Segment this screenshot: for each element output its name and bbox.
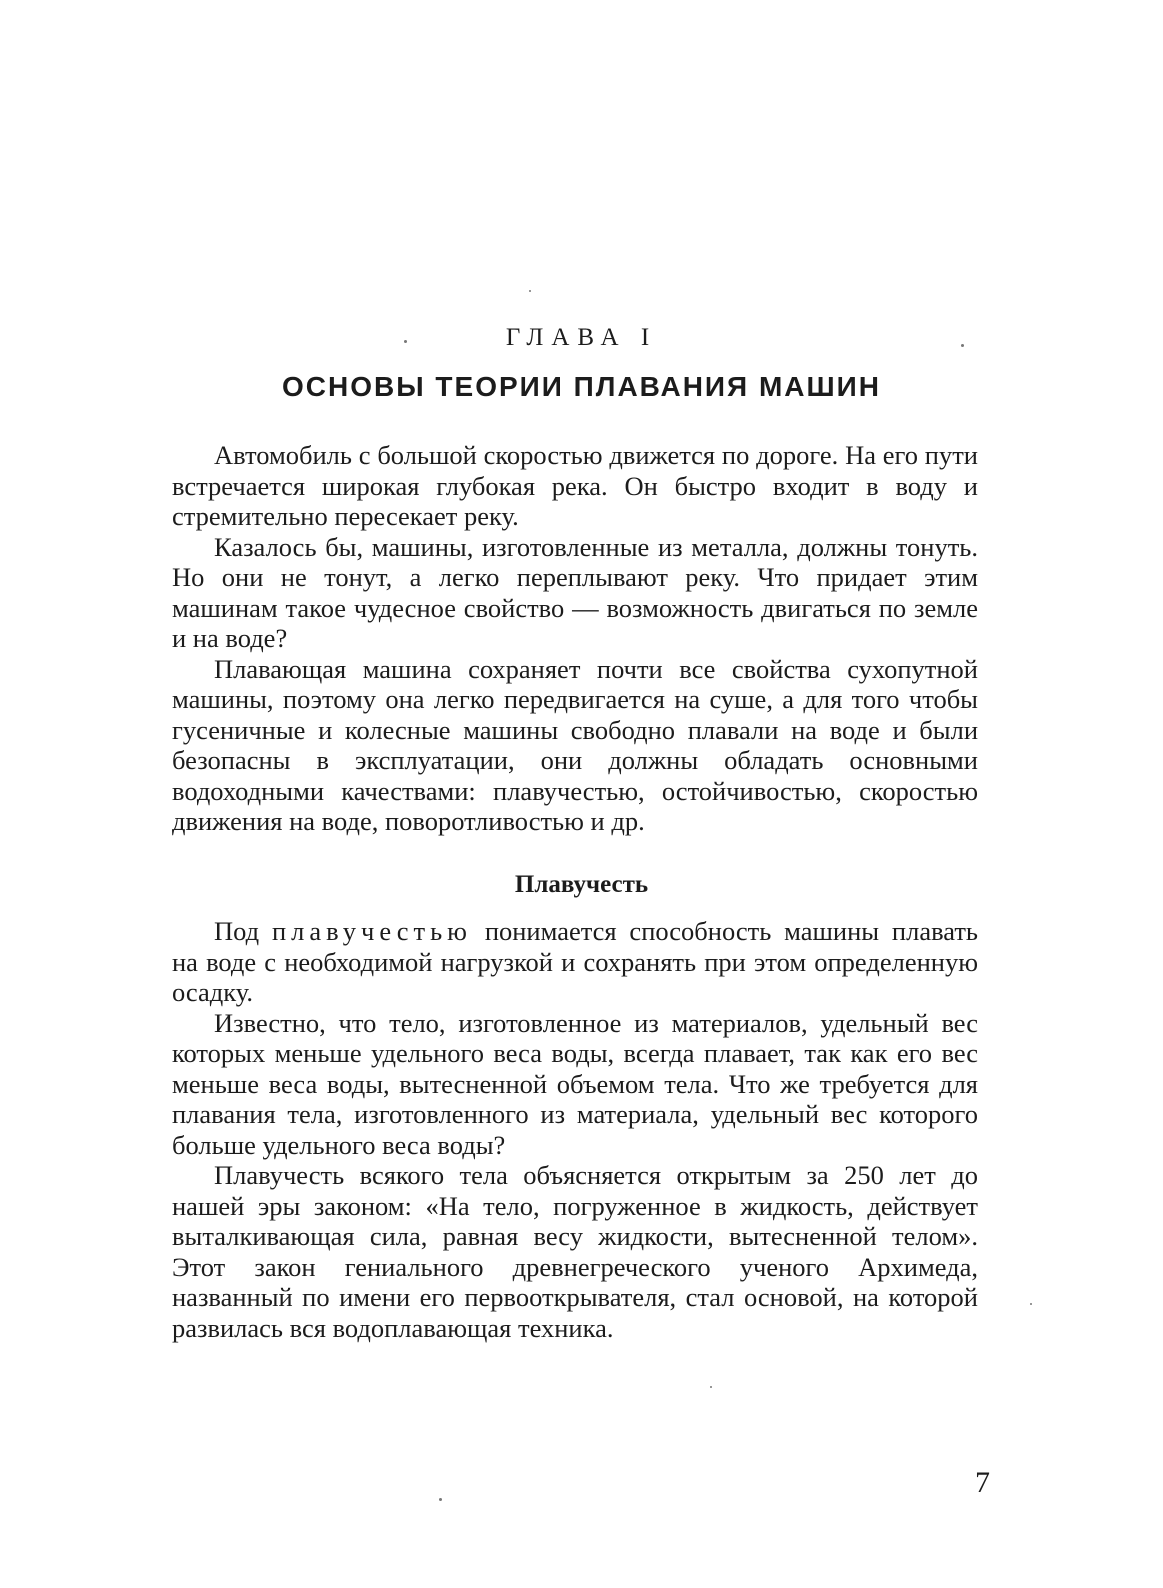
- section-text: [172, 916, 978, 1343]
- paragraph-section-3: Плавучесть всякого тела объясняется открытым за 250 лет до нашей эры законом: «На тело, погруженное в жидкость, действует выталкивающая сила, равная весу жидкости, вытесненной телом». Этот закон гениального древнегреческого ученого Архимеда, названный по имени его первооткрывателя, стал основой, на которой развилась вся водоплавающая техника.: [172, 1160, 978, 1343]
- paragraph-section-1: [172, 916, 978, 1008]
- scan-speck: [439, 1498, 442, 1501]
- scan-speck: [529, 290, 531, 292]
- emphasized-term: плавучестью: [271, 916, 472, 946]
- intro-text: [172, 440, 978, 837]
- chapter-label: ГЛАВА I: [505, 324, 658, 351]
- section-title: Плавучесть: [514, 871, 649, 898]
- scan-speck: [710, 1386, 712, 1388]
- paragraph-intro-1: Автомобиль с большой скоростью движется по дороге. На его пути встречается широкая глубокая река. Он быстро входит в воду и стремительно пересекает реку.: [172, 440, 978, 531]
- scan-speck: [961, 344, 964, 347]
- chapter-title: ОСНОВЫ ТЕОРИИ ПЛАВАНИЯ МАШИН: [282, 371, 881, 402]
- paragraph-intro-3: Плавающая машина сохраняет почти все свойства сухопутной машины, поэтому она легко передвигается на суше, а для того чтобы гусеничные и колесные машины свободно плавали на воде и были безопасны в эксплуатации, они должны обладать основными водоходными качествами: плавучестью, остойчивостью, скоростью движения на воде, поворотливостью и др.: [172, 653, 978, 836]
- paragraph-section-1-end: понимается способность машины плавать на воде с необходимой нагрузкой и сохранять при этом определенную осадку.: [172, 916, 978, 1007]
- paragraph-section-2: Известно, что тело, изготовленное из материалов, удельный вес которых меньше удельного веса воды, всегда плавает, так как его вес меньше веса воды, вытесненной объемом тела. Что же требуется для плавания тела, изготовленного из материала, удельный вес которого больше удельного веса воды?: [172, 1007, 978, 1160]
- scan-speck: [1030, 1303, 1032, 1305]
- paragraph-intro-2: Казалось бы, машины, изготовленные из металла, должны тонуть. Но они не тонут, а легко переплывают реку. Что придает этим машинам такое чудесное свойство — возможность двигаться по земле и на воде?: [172, 531, 978, 653]
- scan-speck: [404, 340, 407, 343]
- page-number: 7: [975, 1466, 990, 1499]
- paragraph-section-1-start: Под: [214, 916, 272, 946]
